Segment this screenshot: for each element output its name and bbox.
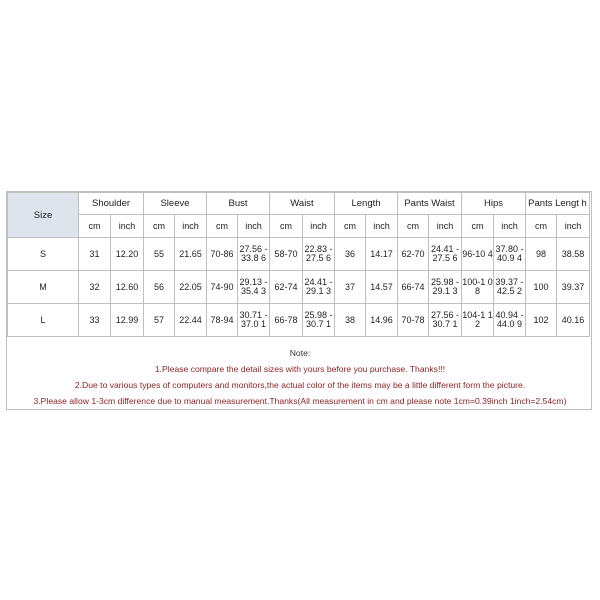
table-cell: 58-70: [270, 238, 303, 271]
group-header-bust: Bust: [207, 193, 270, 215]
table-cell: 40.94 -44.0 9: [494, 304, 526, 337]
table-cell: 22.83 -27.5 6: [303, 238, 335, 271]
table-cell: 33: [79, 304, 111, 337]
table-row: [8, 271, 590, 304]
note-line-2: 2.Due to various types of computers and monitors,the actual color of the items may be a little different form the picture.: [74, 380, 526, 390]
unit-inch: inch: [111, 215, 144, 238]
group-header-length: Length: [335, 193, 398, 215]
table-cell: 24.41 -27.5 6: [429, 238, 462, 271]
table-cell: 29.13 -35.4 3: [238, 271, 270, 304]
table-cell: 32: [79, 271, 111, 304]
table-cell: 100-1 08: [462, 271, 494, 304]
table-cell: 38.58: [557, 238, 590, 271]
table-cell: 38: [335, 304, 366, 337]
table-cell: 74-90: [207, 271, 238, 304]
group-header-hips: Hips: [462, 193, 526, 215]
table-cell: 24.41 -29.1 3: [303, 271, 335, 304]
group-header-pants-waist: Pants Waist: [398, 193, 462, 215]
table-cell: 22.44: [175, 304, 207, 337]
table-cell: 27.56 -30.7 1: [429, 304, 462, 337]
unit-inch: inch: [494, 215, 526, 238]
unit-cm: cm: [398, 215, 429, 238]
table-cell: 21.65: [175, 238, 207, 271]
table-cell: 70-78: [398, 304, 429, 337]
size-label: S: [8, 238, 79, 271]
table-row: [8, 304, 590, 337]
table-row: [8, 238, 590, 271]
note-line-3: 3.Please allow 1-3cm difference due to manual measurement.Thanks(All measurement in cm and please note 1cm=0.39inch 1inch=2.54cm): [33, 396, 567, 406]
unit-inch: inch: [366, 215, 398, 238]
table-cell: 55: [144, 238, 175, 271]
table-cell: 78-94: [207, 304, 238, 337]
unit-cm: cm: [144, 215, 175, 238]
unit-inch: inch: [557, 215, 590, 238]
table-cell: 14.96: [366, 304, 398, 337]
table-cell: 66-78: [270, 304, 303, 337]
table-cell: 31: [79, 238, 111, 271]
table-cell: 37: [335, 271, 366, 304]
table-cell: 39.37 -42.5 2: [494, 271, 526, 304]
table-cell: 14.57: [366, 271, 398, 304]
table-cell: 56: [144, 271, 175, 304]
table-cell: 14.17: [366, 238, 398, 271]
table-cell: 62-74: [270, 271, 303, 304]
table-cell: 25.98 -30.7 1: [303, 304, 335, 337]
unit-cm: cm: [462, 215, 494, 238]
table-cell: 22.05: [175, 271, 207, 304]
table-cell: 62-70: [398, 238, 429, 271]
size-header: Size: [8, 193, 79, 238]
unit-cm: cm: [526, 215, 557, 238]
unit-inch: inch: [238, 215, 270, 238]
notes-section: [7, 345, 593, 409]
group-header-sleeve: Sleeve: [144, 193, 207, 215]
size-label: M: [8, 271, 79, 304]
note-line-1: 1.Please compare the detail sizes with yours before you purchase. Thanks!!!: [154, 364, 446, 374]
unit-row: [8, 215, 590, 238]
note-title: Note:: [289, 348, 311, 358]
table-cell: 36: [335, 238, 366, 271]
unit-cm: cm: [79, 215, 111, 238]
size-chart: [6, 191, 592, 410]
unit-cm: cm: [335, 215, 366, 238]
table-cell: 40.16: [557, 304, 590, 337]
table-cell: 39.37: [557, 271, 590, 304]
table-cell: 57: [144, 304, 175, 337]
unit-inch: inch: [303, 215, 335, 238]
group-header-pants-length: Pants Lengt h: [526, 193, 590, 215]
table-cell: 102: [526, 304, 557, 337]
unit-inch: inch: [175, 215, 207, 238]
table-cell: 98: [526, 238, 557, 271]
table-cell: 70-86: [207, 238, 238, 271]
unit-inch: inch: [429, 215, 462, 238]
unit-cm: cm: [207, 215, 238, 238]
size-table: [7, 192, 590, 337]
table-cell: 25.98 -29.1 3: [429, 271, 462, 304]
group-header-waist: Waist: [270, 193, 335, 215]
table-cell: 12.20: [111, 238, 144, 271]
unit-cm: cm: [270, 215, 303, 238]
table-cell: 37.80 -40.9 4: [494, 238, 526, 271]
table-cell: 27.56 -33.8 6: [238, 238, 270, 271]
table-cell: 12.60: [111, 271, 144, 304]
table-cell: 100: [526, 271, 557, 304]
size-label: L: [8, 304, 79, 337]
table-cell: 104-1 12: [462, 304, 494, 337]
table-cell: 12.99: [111, 304, 144, 337]
table-cell: 30.71 -37.0 1: [238, 304, 270, 337]
table-cell: 96-10 4: [462, 238, 494, 271]
table-cell: 66-74: [398, 271, 429, 304]
group-header-shoulder: Shoulder: [79, 193, 144, 215]
